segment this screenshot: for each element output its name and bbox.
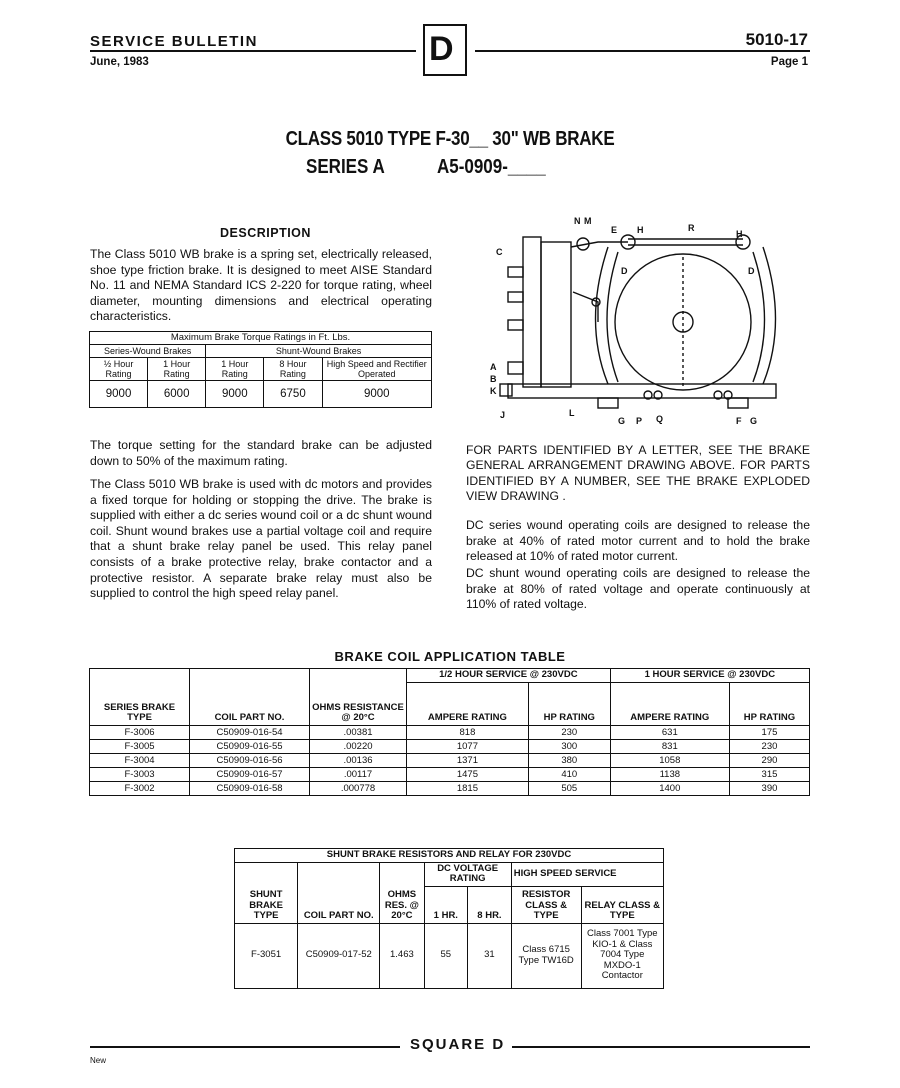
drawing-label: R [688, 223, 695, 233]
torque-value: 6000 [148, 381, 206, 408]
cell: 175 [729, 725, 809, 739]
drawing-label: D [748, 266, 755, 276]
cell: F-3003 [90, 767, 190, 781]
bulletin-date: June, 1983 [90, 56, 149, 68]
cell: C50909-016-58 [190, 781, 310, 795]
torque-value: 9000 [322, 381, 432, 408]
cell: 390 [729, 781, 809, 795]
cell: C50909-016-55 [190, 739, 310, 753]
page-number: Page 1 [770, 56, 808, 68]
col-1hr: 1 HR. [424, 886, 468, 923]
cell: C50909-016-56 [190, 753, 310, 767]
cell: 290 [729, 753, 809, 767]
cell: F-3006 [90, 725, 190, 739]
col-half-hour: ½ Hour Rating [90, 358, 148, 381]
col-ampere-rating: AMPERE RATING [407, 682, 529, 725]
cell: 818 [407, 725, 529, 739]
cell: 1138 [610, 767, 729, 781]
torque-value: 9000 [90, 381, 148, 408]
col-coil-part-no: COIL PART NO. [298, 862, 380, 923]
document-title: CLASS 5010 TYPE F-30__ 30" WB BRAKE [285, 128, 615, 150]
drawing-label: H [637, 225, 644, 235]
cell: 1815 [407, 781, 529, 795]
cell: 631 [610, 725, 729, 739]
col-eight-hour: 8 Hour Rating [264, 358, 322, 381]
cell: Class 6715 Type TW16D [511, 923, 581, 988]
col-high-speed: High Speed and Rectifier Operated [322, 358, 432, 381]
col-one-hour-shunt: 1 Hour Rating [206, 358, 264, 381]
col-ohms-resistance: OHMS RESISTANCE @ 20°C [310, 669, 407, 726]
cell: 1058 [610, 753, 729, 767]
drawing-label: P [636, 416, 643, 426]
drawing-label: Q [656, 414, 664, 424]
footer-rule-right [512, 1046, 810, 1048]
cell: Class 7001 Type KIO-1 & Class 7004 Type MXDO-1 Contactor [581, 923, 663, 988]
torque-value: 6750 [264, 381, 322, 408]
drawing-label: G [750, 416, 758, 426]
series-label: SERIES A [306, 156, 385, 178]
shunt-resistor-table [234, 848, 664, 989]
shunt-table-title: SHUNT BRAKE RESISTORS AND RELAY FOR 230VDC [235, 849, 664, 863]
cell: C50909-016-57 [190, 767, 310, 781]
parts-note: FOR PARTS IDENTIFIED BY A LETTER, SEE THE BRAKE GENERAL ARRANGEMENT DRAWING ABOVE. FOR PARTS IDENTIFIED BY A NUMBER, SEE THE BRAKE EXPLODED VIEW DRAWING . [466, 443, 810, 504]
col-shunt-brake-type: SHUNT BRAKE TYPE [235, 862, 298, 923]
table-row [235, 923, 664, 988]
brake-arrangement-drawing [478, 212, 808, 437]
cell: 380 [528, 753, 610, 767]
cell: C50909-017-52 [298, 923, 380, 988]
cell: F-3051 [235, 923, 298, 988]
cell: F-3004 [90, 753, 190, 767]
header-rule-left [90, 50, 416, 52]
col-coil-part-no: COIL PART NO. [190, 669, 310, 726]
cell: 831 [610, 739, 729, 753]
footer-logo: SQUARE D [410, 1036, 506, 1053]
description-heading: DESCRIPTION [220, 226, 311, 240]
logo-d-letter: D [429, 30, 454, 68]
col-one-hour-series: 1 Hour Rating [148, 358, 206, 381]
bulletin-type: SERVICE BULLETIN [90, 33, 258, 50]
col-series-brake-type: SERIES BRAKE TYPE [90, 669, 190, 726]
bulletin-number: 5010-17 [745, 30, 808, 49]
cell: .00220 [310, 739, 407, 753]
drawing-label: K [490, 386, 497, 396]
header-rule-right [475, 50, 810, 52]
cell: 300 [528, 739, 610, 753]
series-coil-note: DC series wound operating coils are designed to release the brake at 40% of rated motor current and to hold the brake released at 10% of rated motor current. [466, 518, 810, 564]
cell: .00117 [310, 767, 407, 781]
col-ohms-res: OHMS RES. @ 20°C [380, 862, 424, 923]
cell: 1400 [610, 781, 729, 795]
col-hp-rating: HP RATING [729, 682, 809, 725]
cell: 31 [468, 923, 512, 988]
cell: 1.463 [380, 923, 424, 988]
cell: 410 [528, 767, 610, 781]
drawing-label: M [584, 216, 592, 226]
high-speed-header: HIGH SPEED SERVICE [511, 862, 663, 886]
cell: 230 [729, 739, 809, 753]
drawing-label: J [500, 410, 506, 420]
shunt-coil-note: DC shunt wound operating coils are designed to release the brake at 80% of rated voltage and operate continuously at 110% of rated voltage. [466, 566, 810, 612]
description-para-2: The torque setting for the standard brake can be adjusted down to 50% of the maximum rating. [90, 438, 432, 468]
cell: 1475 [407, 767, 529, 781]
torque-value: 9000 [206, 381, 264, 408]
description-para-3: The Class 5010 WB brake is used with dc motors and provides a fixed torque for holding or stopping the drive. The brake is supplied with either a dc series wound coil or a dc shunt wound coil. Shunt wound brakes use a partial voltage coil and require that a shunt brake relay panel be used. This relay panel consists of a brake protective relay, brake contactor and a protective resistor. A separate brake relay must also be supplied to control the high speed relay panel. [90, 477, 432, 601]
cell: 1077 [407, 739, 529, 753]
drawing-label: F [736, 416, 742, 426]
torque-table-title: Maximum Brake Torque Ratings in Ft. Lbs. [90, 332, 432, 345]
drawing-label: B [490, 374, 497, 384]
cell: 1371 [407, 753, 529, 767]
table-row [90, 753, 810, 767]
col-8hr: 8 HR. [468, 886, 512, 923]
torque-rating-table [89, 331, 432, 408]
drawing-label: A [490, 362, 497, 372]
shunt-wound-header: Shunt-Wound Brakes [206, 345, 432, 358]
cell: C50909-016-54 [190, 725, 310, 739]
drawing-label: L [569, 408, 575, 418]
square-d-logo [423, 24, 467, 76]
coil-table-title: BRAKE COIL APPLICATION TABLE [334, 649, 566, 664]
table-row [90, 739, 810, 753]
table-row [90, 767, 810, 781]
drawing-label: H [736, 229, 743, 239]
drawing-label: N [574, 216, 581, 226]
table-row [90, 781, 810, 795]
description-para-1: The Class 5010 WB brake is a spring set, electrically released, shoe type friction brake. It is designed to meet AISE Standard No. 11 and NEMA Standard ICS 2-220 for torque rating, wheel diameter, mounting dimensions and electrical operating characteristics. [90, 247, 432, 324]
half-hour-service-header: 1/2 HOUR SERVICE @ 230VDC [407, 669, 611, 683]
coil-application-table [89, 668, 810, 796]
cell: F-3005 [90, 739, 190, 753]
drawing-label: D [621, 266, 628, 276]
drawing-label: E [611, 225, 618, 235]
drawing-label: C [496, 247, 503, 257]
col-relay: RELAY CLASS & TYPE [581, 886, 663, 923]
footer-rule-left [90, 1046, 400, 1048]
cell: .00381 [310, 725, 407, 739]
cell: 315 [729, 767, 809, 781]
col-ampere-rating: AMPERE RATING [610, 682, 729, 725]
catalog-number: A5-0909-____ [437, 156, 546, 178]
col-resistor: RESISTOR CLASS & TYPE [511, 886, 581, 923]
one-hour-service-header: 1 HOUR SERVICE @ 230VDC [610, 669, 809, 683]
footer-note: New [90, 1056, 107, 1065]
dc-voltage-header: DC VOLTAGE RATING [424, 862, 511, 886]
drawing-label: G [618, 416, 626, 426]
cell: .000778 [310, 781, 407, 795]
series-wound-header: Series-Wound Brakes [90, 345, 206, 358]
cell: 230 [528, 725, 610, 739]
cell: 505 [528, 781, 610, 795]
cell: F-3002 [90, 781, 190, 795]
table-row [90, 725, 810, 739]
col-hp-rating: HP RATING [528, 682, 610, 725]
cell: 55 [424, 923, 468, 988]
cell: .00136 [310, 753, 407, 767]
